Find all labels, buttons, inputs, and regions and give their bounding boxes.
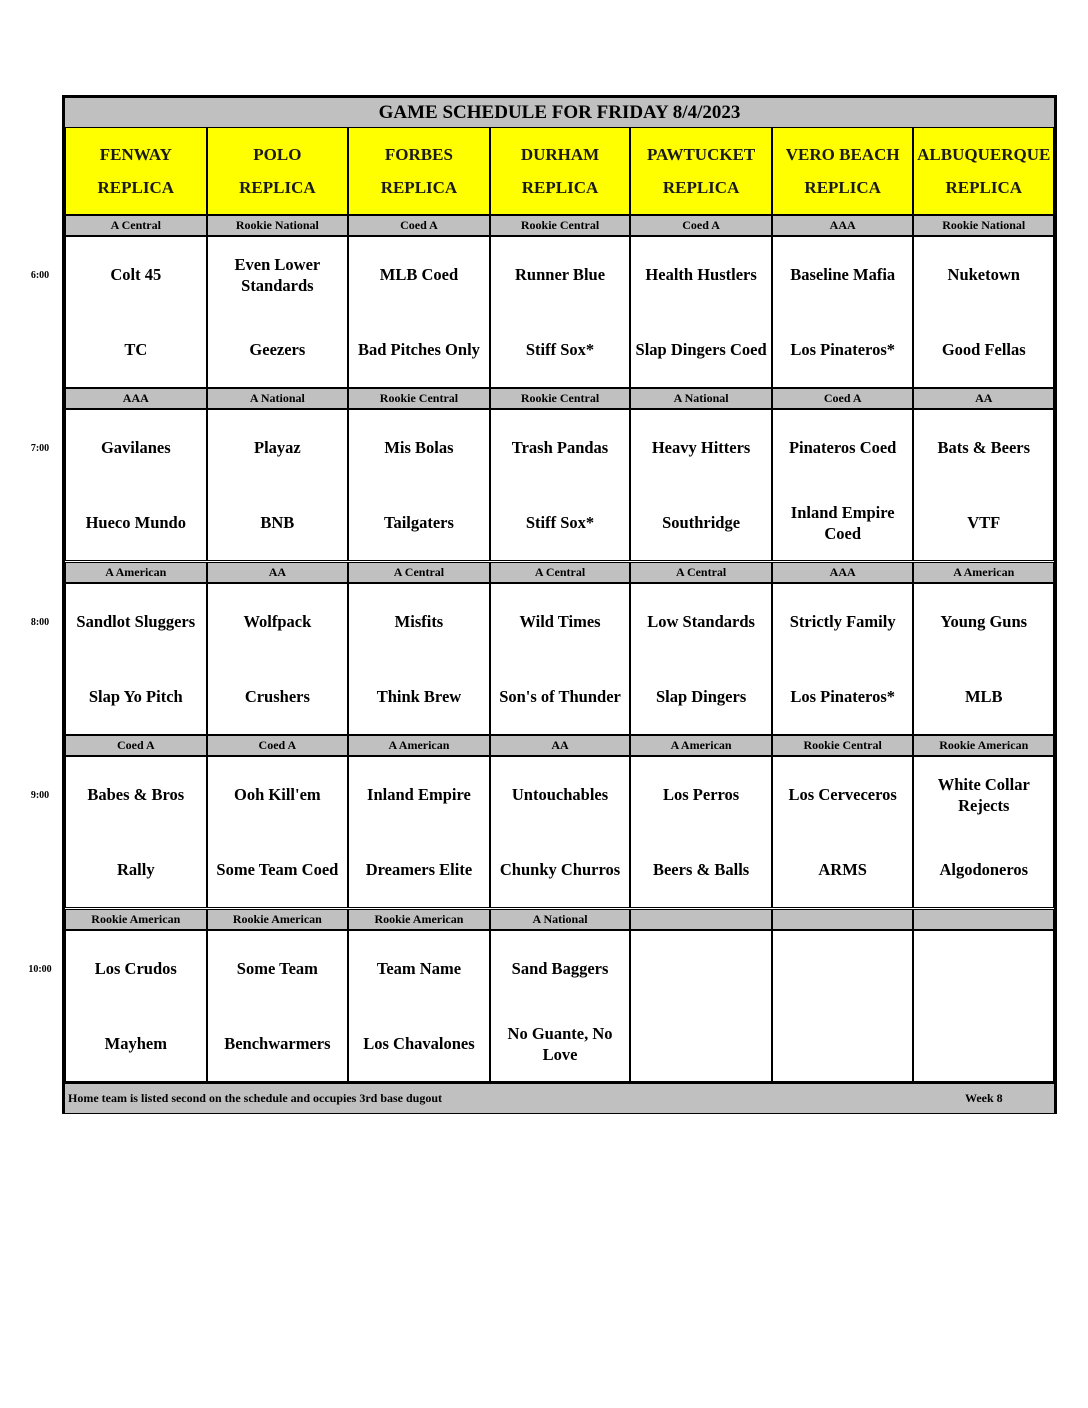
field-header-row	[65, 127, 1054, 215]
division-row	[65, 909, 1054, 930]
game-row	[65, 236, 1054, 388]
division-label	[772, 909, 914, 930]
schedule-title: GAME SCHEDULE FOR FRIDAY 8/4/2023	[378, 102, 741, 123]
game-cell	[65, 756, 207, 908]
away-team: White Collar Rejects	[937, 774, 1030, 815]
away-team: Wild Times	[519, 612, 601, 631]
away-team	[698, 931, 704, 1006]
division-label: Rookie American	[348, 909, 490, 930]
home-team: Stiff Sox*	[525, 513, 595, 532]
game-cell	[913, 930, 1054, 1082]
game-cell	[207, 930, 349, 1082]
division-label: Rookie National	[913, 215, 1054, 236]
home-team: Slap Dingers	[655, 687, 747, 706]
away-team: Playaz	[253, 438, 301, 457]
division-label: Coed A	[65, 735, 207, 756]
game-cell	[207, 756, 349, 908]
game-cell	[348, 930, 490, 1082]
home-team: Crushers	[244, 687, 310, 706]
away-team: Inland Empire	[367, 785, 471, 804]
game-row	[65, 756, 1054, 908]
game-row	[65, 583, 1054, 735]
home-team: Los Chavalones	[363, 1034, 475, 1053]
division-label: A Central	[65, 215, 207, 236]
game-cell	[65, 583, 207, 735]
away-team: Pinateros Coed	[788, 438, 897, 457]
schedule-table	[62, 95, 1057, 1114]
title-row	[65, 98, 1054, 129]
away-team: Untouchables	[511, 785, 609, 804]
away-team: Some Team	[236, 959, 318, 978]
away-team: Los Cerveceros	[788, 785, 897, 804]
home-team: Some Team Coed	[216, 860, 339, 879]
division-label: AA	[913, 388, 1054, 409]
home-team: VTF	[967, 513, 1001, 532]
division-label: AAA	[772, 215, 914, 236]
division-label: A American	[630, 735, 772, 756]
game-cell	[772, 409, 914, 561]
game-cell	[65, 236, 207, 388]
home-team: Dreamers Elite	[365, 860, 473, 879]
game-cell	[207, 583, 349, 735]
division-row	[65, 562, 1054, 583]
home-team: Hueco Mundo	[85, 513, 186, 532]
home-team: Southridge	[662, 513, 741, 532]
home-team: Slap Dingers Coed	[635, 340, 767, 359]
field-header	[490, 127, 631, 215]
game-cell	[630, 583, 772, 735]
game-cell	[630, 236, 772, 388]
time-label: 6:00	[30, 270, 50, 281]
division-label: Rookie Central	[490, 388, 631, 409]
division-label: Rookie Central	[490, 215, 631, 236]
home-team: Chunky Churros	[499, 860, 621, 879]
home-team: BNB	[260, 513, 295, 532]
home-team	[840, 1006, 846, 1081]
home-team	[698, 1006, 704, 1081]
home-team: Good Fellas	[941, 340, 1026, 359]
field-header	[913, 127, 1054, 215]
division-label: A Central	[630, 562, 772, 583]
division-label: A American	[348, 735, 490, 756]
game-row	[65, 409, 1054, 561]
game-cell	[913, 756, 1054, 908]
field-sub: REPLICA	[521, 178, 599, 197]
home-team	[981, 1006, 987, 1081]
home-team: Stiff Sox*	[525, 340, 595, 359]
game-cell	[207, 409, 349, 561]
home-team: Benchwarmers	[224, 1034, 331, 1053]
field-name: ALBUQUERQUE	[917, 145, 1051, 164]
division-label: A National	[207, 388, 349, 409]
field-name: FENWAY	[99, 145, 172, 164]
away-team: Heavy Hitters	[651, 438, 751, 457]
division-label: A Central	[490, 562, 631, 583]
field-name: DURHAM	[520, 145, 600, 164]
game-cell	[630, 930, 772, 1082]
division-label: AA	[490, 735, 631, 756]
field-sub: REPLICA	[804, 178, 881, 197]
away-team	[840, 931, 846, 1006]
away-team: Strictly Family	[789, 612, 896, 631]
home-team: Los Pinateros*	[790, 340, 895, 359]
home-team: Rally	[116, 860, 155, 879]
game-cell	[913, 409, 1054, 561]
division-label: Rookie American	[65, 909, 207, 930]
division-label: Coed A	[207, 735, 349, 756]
division-label: A American	[913, 562, 1054, 583]
field-header	[630, 127, 772, 215]
division-row	[65, 388, 1054, 409]
away-team: Low Standards	[647, 612, 755, 631]
away-team: Sand Baggers	[511, 959, 609, 978]
home-team: MLB	[964, 687, 1003, 706]
time-label: 7:00	[30, 443, 50, 454]
game-cell	[490, 409, 631, 561]
home-team: Bad Pitches Only	[357, 340, 480, 359]
field-name: PAWTUCKET	[646, 145, 756, 164]
away-team: Los Crudos	[94, 959, 177, 978]
game-cell	[348, 756, 490, 908]
away-team: Trash Pandas	[511, 438, 609, 457]
field-header	[65, 127, 207, 215]
away-team: Runner Blue	[515, 265, 606, 284]
field-header	[772, 127, 914, 215]
game-cell	[65, 930, 207, 1082]
away-team: Nuketown	[947, 265, 1020, 284]
away-team: Los Perros	[662, 785, 740, 804]
division-label: AAA	[65, 388, 207, 409]
division-label: Coed A	[348, 215, 490, 236]
game-cell	[490, 583, 631, 735]
field-sub: REPLICA	[239, 178, 316, 197]
division-label: Rookie National	[207, 215, 349, 236]
game-cell	[490, 236, 631, 388]
game-cell	[348, 409, 490, 561]
field-sub: REPLICA	[380, 178, 458, 197]
footer-note: Home team is listed second on the schedule and occupies 3rd base dugout	[68, 1091, 443, 1105]
home-team: No Guante, No Love	[507, 1023, 613, 1064]
home-team: Mayhem	[104, 1034, 167, 1053]
week-label: Week 8	[965, 1091, 1003, 1105]
game-cell	[490, 756, 631, 908]
away-team: Young Guns	[940, 612, 1028, 631]
field-name: VERO BEACH	[785, 145, 900, 164]
division-label: AA	[207, 562, 349, 583]
field-sub: REPLICA	[945, 178, 1023, 197]
game-cell	[490, 930, 631, 1082]
game-cell	[772, 930, 914, 1082]
home-team: TC	[124, 340, 148, 359]
division-label: Rookie American	[207, 909, 349, 930]
away-team: Babes & Bros	[87, 785, 185, 804]
division-label	[630, 909, 772, 930]
away-team: Health Hustlers	[645, 265, 757, 284]
game-cell	[913, 583, 1054, 735]
field-name: FORBES	[384, 145, 453, 164]
game-cell	[348, 236, 490, 388]
game-cell	[65, 409, 207, 561]
field-sub: REPLICA	[662, 178, 740, 197]
game-cell	[913, 236, 1054, 388]
division-label: A Central	[348, 562, 490, 583]
away-team: Sandlot Sluggers	[76, 612, 196, 631]
field-sub: REPLICA	[97, 178, 175, 197]
away-team: Wolfpack	[243, 612, 312, 631]
game-cell	[348, 583, 490, 735]
away-team: Even Lower Standards	[234, 254, 321, 295]
away-team	[981, 931, 987, 1006]
home-team: Tailgaters	[383, 513, 454, 532]
away-team: MLB Coed	[379, 265, 459, 284]
home-team: Beers & Balls	[652, 860, 750, 879]
home-team: Son's of Thunder	[499, 687, 621, 706]
game-cell	[772, 756, 914, 908]
home-team: Los Pinateros*	[790, 687, 895, 706]
division-label: Coed A	[772, 388, 914, 409]
time-label: 8:00	[30, 617, 50, 628]
home-team: Inland Empire Coed	[790, 502, 895, 543]
away-team: Baseline Mafia	[790, 265, 896, 284]
field-header	[207, 127, 349, 215]
away-team: Bats & Beers	[937, 438, 1031, 457]
home-team: Geezers	[249, 340, 306, 359]
field-header	[348, 127, 490, 215]
division-label: A National	[490, 909, 631, 930]
division-label: Rookie American	[913, 735, 1054, 756]
home-team: ARMS	[818, 860, 867, 879]
division-label: A National	[630, 388, 772, 409]
division-label: Rookie Central	[348, 388, 490, 409]
away-team: Colt 45	[110, 265, 162, 284]
division-label: Rookie Central	[772, 735, 914, 756]
footer-row	[65, 1082, 1054, 1113]
game-cell	[207, 236, 349, 388]
division-label: AAA	[772, 562, 914, 583]
division-row	[65, 735, 1054, 756]
away-team: Mis Bolas	[384, 438, 454, 457]
division-label: Coed A	[630, 215, 772, 236]
time-label: 10:00	[28, 964, 52, 975]
away-team: Gavilanes	[100, 438, 171, 457]
game-row	[65, 930, 1054, 1082]
away-team: Team Name	[376, 959, 462, 978]
home-team: Slap Yo Pitch	[88, 687, 183, 706]
time-label: 9:00	[30, 790, 50, 801]
division-row	[65, 215, 1054, 236]
game-cell	[772, 236, 914, 388]
game-cell	[772, 583, 914, 735]
game-cell	[630, 756, 772, 908]
division-label: A American	[65, 562, 207, 583]
division-label	[913, 909, 1054, 930]
field-name: POLO	[253, 145, 302, 164]
away-team: Misfits	[394, 612, 444, 631]
home-team: Algodoneros	[939, 860, 1029, 879]
away-team: Ooh Kill'em	[234, 785, 321, 804]
home-team: Think Brew	[376, 687, 462, 706]
game-cell	[630, 409, 772, 561]
